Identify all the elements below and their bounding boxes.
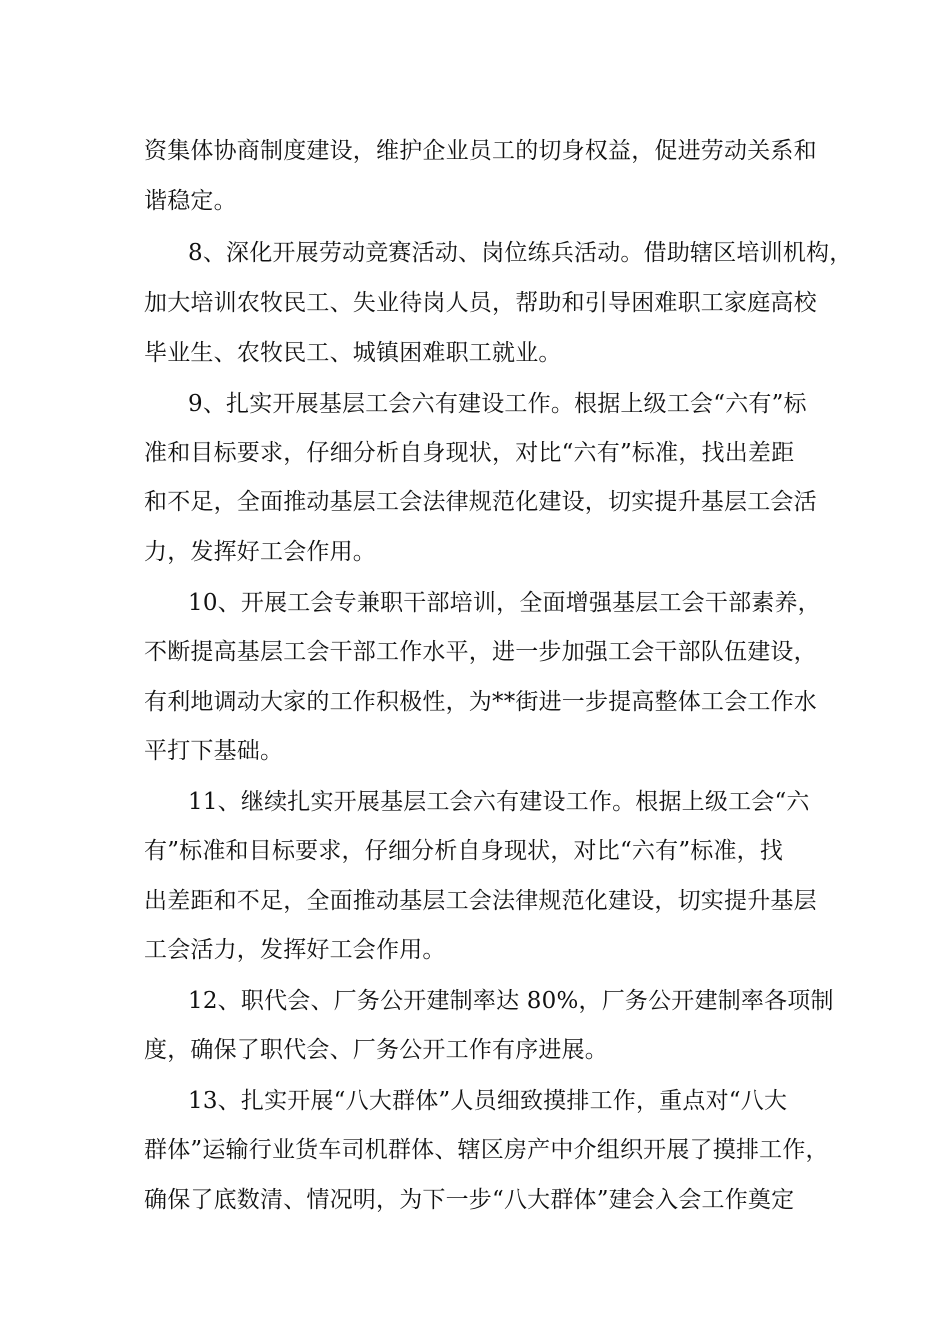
paragraph-8-line: 8、深化开展劳动竞赛活动、岗位练兵活动。借助辖区培训机构， (188, 240, 853, 266)
text-line: 度，确保了职代会、厂务公开工作有序进展。 (144, 1037, 608, 1063)
text-line: 有利地调动大家的工作积极性，为**街进一步提高整体工会工作水 (144, 689, 817, 715)
text-line: 加大培训农牧民工、失业待岗人员，帮助和引导困难职工家庭高校 (144, 290, 817, 316)
paragraph-10-line: 10、开展工会专兼职干部培训，全面增强基层工会干部素养， (188, 590, 821, 616)
text-line: 平打下基础。 (144, 738, 284, 764)
text-line: 确保了底数清、情况明，为下一步“八大群体”建会入会工作奠定 (144, 1187, 795, 1213)
paragraph-11-line: 11、继续扎实开展基层工会六有建设工作。根据上级工会“六 (188, 789, 810, 815)
text-line: 有”标准和目标要求，仔细分析自身现状，对比“六有”标准，找 (144, 838, 784, 864)
text-line: 不断提高基层工会干部工作水平，进一步加强工会干部队伍建设， (144, 639, 817, 665)
text-line: 和不足，全面推动基层工会法律规范化建设，切实提升基层工会活 (144, 489, 817, 515)
text-line: 资集体协商制度建设，维护企业员工的切身权益，促进劳动关系和 (144, 138, 817, 164)
text-line: 力，发挥好工会作用。 (144, 539, 376, 565)
text-line: 群体”运输行业货车司机群体、辖区房产中介组织开展了摸排工作， (144, 1137, 829, 1163)
paragraph-9-line: 9、扎实开展基层工会六有建设工作。根据上级工会“六有”标 (188, 391, 807, 417)
text-line: 谐稳定。 (144, 188, 237, 214)
paragraph-12-line: 12、职代会、厂务公开建制率达 80%，厂务公开建制率各项制 (188, 988, 834, 1014)
paragraph-13-line: 13、扎实开展“八大群体”人员细致摸排工作，重点对“八大 (188, 1088, 788, 1114)
text-line: 毕业生、农牧民工、城镇困难职工就业。 (144, 340, 562, 366)
text-line: 工会活力，发挥好工会作用。 (144, 937, 446, 963)
text-line: 准和目标要求，仔细分析自身现状，对比“六有”标准，找出差距 (144, 440, 795, 466)
text-line: 出差距和不足，全面推动基层工会法律规范化建设，切实提升基层 (144, 888, 817, 914)
